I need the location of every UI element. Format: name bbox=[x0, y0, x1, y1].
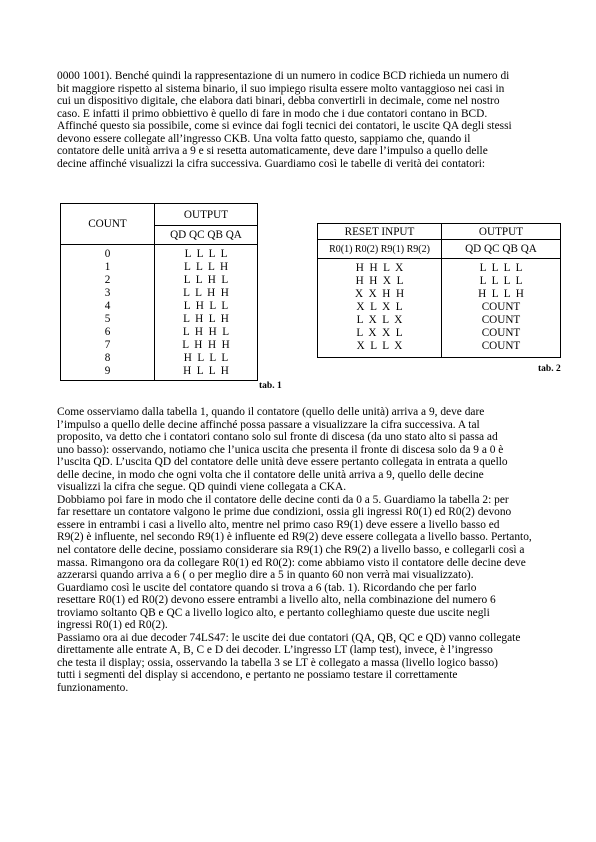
body-line: far resettare un contatore valgono le prime due condizioni, ossia gli ingressi R0(1) ed R0(2) devono bbox=[57, 506, 512, 519]
body-line: azzerarsi quando arriva a 6 ( o per meglio dire a 5 in quanto 60 non verrà mai visualizzato). bbox=[57, 569, 474, 582]
intro-line: Affinché questo sia possibile, come si evince dai fogli tecnici dei contatori, le uscite QA degli stessi bbox=[57, 120, 512, 133]
count-value: 3 bbox=[104, 287, 111, 299]
output-column bbox=[155, 245, 258, 381]
input-row: X L X L bbox=[356, 301, 403, 313]
input-row: L X L X bbox=[356, 314, 403, 326]
count-column bbox=[61, 245, 155, 381]
count-value: 5 bbox=[104, 313, 111, 325]
output-row: L L L L bbox=[479, 262, 523, 274]
output-row: COUNT bbox=[481, 314, 521, 326]
intro-line: contatore delle unità arriva a 9 e si resetta automaticamente, deve dare l’impulso a quello delle bbox=[57, 145, 488, 158]
body-line: Guardiamo così le uscite del contatore quando si trova a 6 (tab. 1). Ricordando che per farlo bbox=[57, 581, 477, 594]
output-value: L H H L bbox=[182, 326, 230, 338]
body-line: funzionamento. bbox=[57, 682, 129, 695]
body-line: delle decine, in modo che ogni volta che il contatore delle unità arriva a 9, quello delle decine bbox=[57, 468, 484, 481]
reset-input-column bbox=[318, 259, 442, 358]
intro-line: devono essere collegate all’ingresso CKB. Una volta fatto questo, sappiamo che, quando il bbox=[57, 132, 471, 145]
reset-input-header: RESET INPUT bbox=[318, 224, 442, 240]
body-line: resettare R0(1) ed R0(2) devono essere entrambi a livello alto, nella combinazione del numero 6 bbox=[57, 594, 496, 607]
body-line: che testa il display; ossia, osservando la tabella 3 se LT è collegato a massa (livello logico basso) bbox=[57, 656, 498, 669]
output-value: L H H H bbox=[182, 339, 230, 351]
output-row: COUNT bbox=[481, 301, 521, 313]
input-row: X X H H bbox=[354, 288, 405, 300]
intro-paragraph bbox=[57, 70, 547, 170]
count-header: COUNT bbox=[61, 204, 155, 245]
count-value: 1 bbox=[104, 261, 111, 273]
output-row: COUNT bbox=[481, 340, 521, 352]
truth-table-2 bbox=[317, 223, 561, 358]
body-line: Passiamo ora ai due decoder 74LS47: le uscite dei due contatori (QA, QB, QC e QD) vanno collegate bbox=[57, 631, 521, 644]
input-row: H H L X bbox=[355, 262, 404, 274]
body-line: visualizzi la cifra che segue. QD quindi viene collegata a CKA. bbox=[57, 481, 347, 494]
body-line: Come osserviamo dalla tabella 1, quando il contatore (quello delle unità) arriva a 9, deve dare bbox=[57, 406, 485, 418]
output-header: OUTPUT bbox=[155, 204, 258, 226]
output-value: L L L H bbox=[183, 261, 229, 273]
truth-table-1 bbox=[60, 203, 258, 381]
body-line: troviamo soltanto QB e QC a livello logico alto, e pertanto colleghiamo queste due uscite negli bbox=[57, 606, 490, 619]
count-value: 4 bbox=[104, 300, 111, 312]
output-row: COUNT bbox=[481, 327, 521, 339]
intro-line: bit maggiore rispetto al sistema binario, il suo impiego risulta essere molto vantaggioso nei casi in bbox=[57, 82, 505, 95]
output-columns: QD QC QB QA bbox=[442, 240, 561, 259]
table-2-caption: tab. 2 bbox=[538, 364, 561, 374]
count-value: 7 bbox=[104, 339, 111, 351]
body-line: Dobbiamo poi fare in modo che il contatore delle decine conti da 0 a 5. Guardiamo la tabella 2: per bbox=[57, 493, 509, 506]
output-columns: QD QC QB QA bbox=[155, 226, 258, 245]
output-header: OUTPUT bbox=[442, 224, 561, 240]
body-paragraph bbox=[57, 406, 547, 695]
output-value: L H L H bbox=[183, 313, 229, 325]
count-value: 0 bbox=[104, 248, 111, 260]
count-value: 8 bbox=[104, 352, 111, 364]
body-line: essere in entrambi i casi a livello alto, mentre nel primo caso R9(1) deve essere a livello basso ed bbox=[57, 518, 500, 531]
body-line: nel contatore delle decine, possiamo considerare sia R9(1) che R9(2) a livello basso, e collegarli così a bbox=[57, 544, 525, 557]
input-row: X L L X bbox=[356, 340, 403, 352]
output-value: L L L L bbox=[184, 248, 228, 260]
input-row: L X X L bbox=[356, 327, 403, 339]
body-line: l’impulso a quello delle decine affinché possa passare a visualizzare la cifra successiva. A tal bbox=[57, 418, 480, 431]
count-value: 2 bbox=[104, 274, 111, 286]
body-line: ingressi R0(1) ed R0(2). bbox=[57, 619, 168, 632]
body-line: uno basso): osservando, notiamo che l’unica uscita che presenta il fronte di discesa solo da 9 a 0 è bbox=[57, 443, 504, 456]
input-row: H H X L bbox=[355, 275, 404, 287]
body-line: l’uscita QD. L’uscita QD del contatore delle unità deve essere pertanto collegata in entrata a quello bbox=[57, 456, 508, 469]
body-line: proposito, va detto che i contatori contano solo sul fronte di discesa (da uno stato alto si passa ad bbox=[57, 431, 498, 444]
output-value: H L L H bbox=[183, 365, 229, 377]
intro-line: caso. E infatti il primo obbiettivo è quello di fare in modo che i due contatori contano in BCD. bbox=[57, 107, 488, 120]
output-value: L L H H bbox=[183, 287, 229, 299]
intro-line: cui un dispositivo digitale, che elabora dati binari, debba convertirli in decimale, come nel nostro bbox=[57, 95, 500, 108]
intro-line: decine affinché visualizzi la cifra successiva. Guardiamo così le tabelle di verità dei contatori: bbox=[57, 157, 486, 170]
body-line: R9(2) è influente, nel secondo R9(1) è influente ed R9(2) deve essere collegata a livello basso. Pertanto, bbox=[57, 531, 532, 544]
output-row: L L L L bbox=[479, 275, 523, 287]
table-1-caption: tab. 1 bbox=[259, 381, 282, 391]
body-line: direttamente alle entrate A, B, C e D dei decoder. L’ingresso LT (lamp test), invece, è l’ingresso bbox=[57, 644, 493, 657]
output-column bbox=[442, 259, 561, 358]
count-value: 9 bbox=[104, 365, 111, 377]
reset-columns: R0(1) R0(2) R9(1) R9(2) bbox=[318, 240, 442, 259]
output-row: H L L H bbox=[478, 288, 524, 300]
output-value: H L L L bbox=[183, 352, 229, 364]
output-value: L L H L bbox=[183, 274, 229, 286]
body-line: massa. Rimangono ora da collegare R0(1) ed R0(2): come abbiamo visto il contatore delle decine deve bbox=[57, 556, 526, 569]
output-value: L H L L bbox=[183, 300, 229, 312]
body-line: tutti i segmenti del display si accendono, e pertanto ne possiamo testare il correttamente bbox=[57, 669, 458, 682]
count-value: 6 bbox=[104, 326, 111, 338]
intro-line: 0000 1001). Benché quindi la rappresentazione di un numero in codice BCD richieda un numero di bbox=[57, 70, 510, 82]
